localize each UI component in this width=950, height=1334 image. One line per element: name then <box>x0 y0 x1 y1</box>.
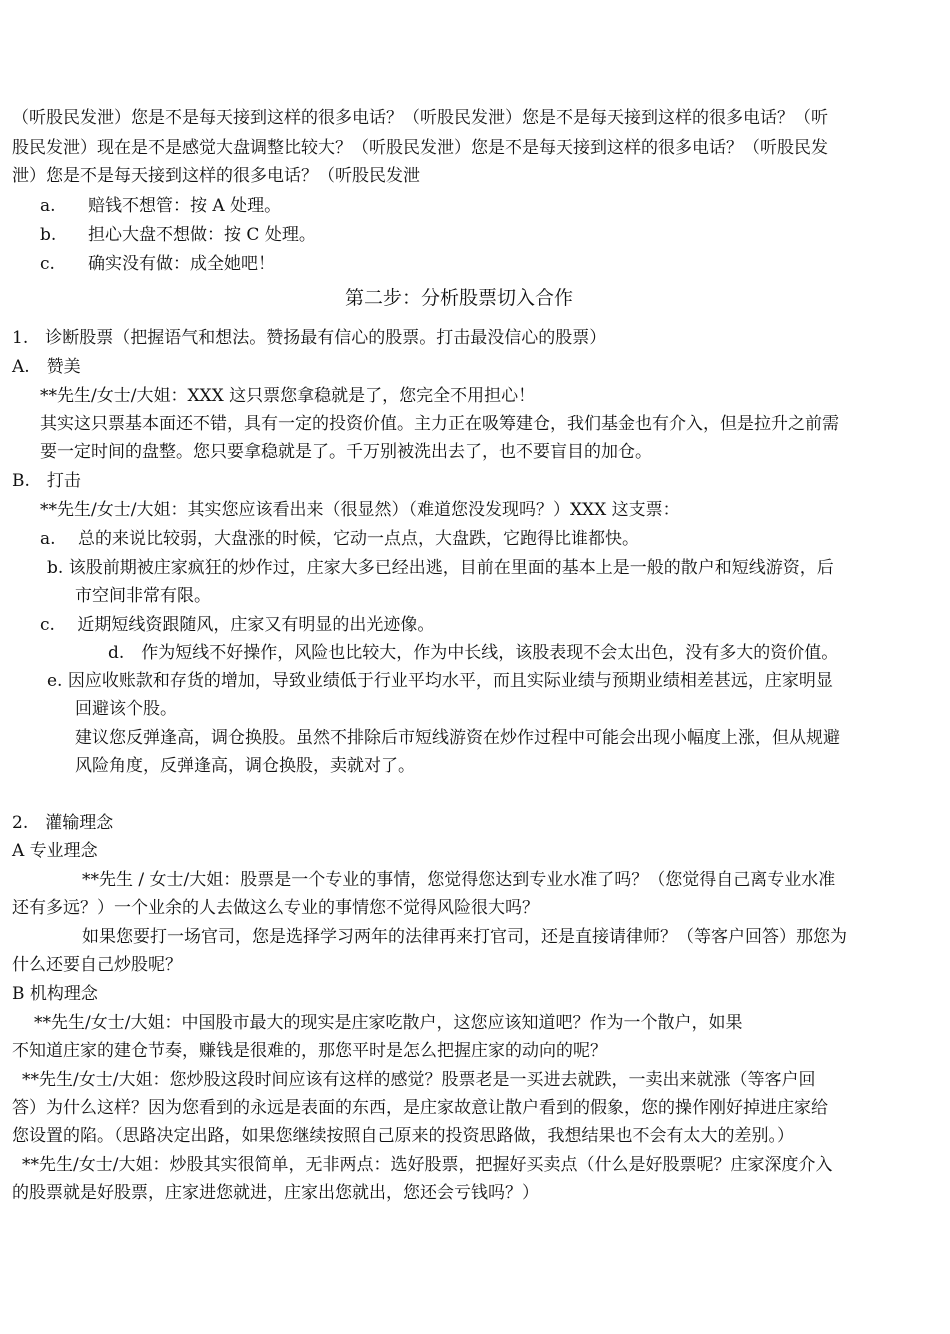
attack-point-b-line-2: 市空间非常有限。 <box>75 586 211 606</box>
intro-line-2: 股民发泄）现在是不是感觉大盘调整比较大？（听股民发泄）您是不是每天接到这样的很多电话？（听股民发 <box>12 138 828 158</box>
concept-heading: 2. 灌输理念 <box>12 813 114 833</box>
option-b-marker: b. <box>40 225 57 245</box>
pro-concept-p1-line-1: **先生 / 女士/大姐：股票是一个专业的事情，您觉得您达到专业水准了吗？（您觉得自己离专业水准 <box>82 870 836 890</box>
inst-concept-p2-line-1: **先生/女士/大姐：您炒股这段时间应该有这样的感觉？股票老是一买进去就跌，一卖出来就涨（等客户回 <box>22 1070 816 1090</box>
inst-concept-p3-line-1: **先生/女士/大姐：炒股其实很简单，无非两点：选好股票，把握好买卖点（什么是好股票呢？庄家深度介入 <box>22 1155 833 1175</box>
diagnose-heading: 1. 诊断股票（把握语气和想法。赞扬最有信心的股票。打击最没信心的股票） <box>12 328 607 348</box>
pro-concept-p2-line-1: 如果您要打一场官司，您是选择学习两年的法律再来打官司，还是直接请律师？（等客户回答）那您为 <box>82 927 847 947</box>
attack-point-a: a. 总的来说比较弱，大盘涨的时候，它动一点点，大盘跌，它跑得比谁都快。 <box>40 529 639 549</box>
inst-concept-p2-line-2: 答）为什么这样？因为您看到的永远是表面的东西，是庄家故意让散户看到的假象，您的操作刚好掉进庄家给 <box>12 1098 828 1118</box>
pro-concept-heading: A 专业理念 <box>12 841 98 861</box>
attack-heading: B. 打击 <box>12 471 81 491</box>
option-a-text: 赔钱不想管：按 A 处理。 <box>88 196 282 216</box>
inst-concept-p3-line-2: 的股票就是好股票，庄家进您就进，庄家出您就出，您还会亏钱吗？） <box>12 1183 539 1203</box>
intro-line-3: 泄）您是不是每天接到这样的很多电话？（听股民发泄 <box>12 166 420 186</box>
option-c-marker: c. <box>40 254 55 274</box>
pro-concept-p1-line-2: 还有多远？）一个业余的人去做这么专业的事情您不觉得风险很大吗？ <box>12 898 539 918</box>
step2-title: 第二步：分析股票切入合作 <box>345 287 574 309</box>
inst-concept-p1-line-1: **先生/女士/大姐：中国股市最大的现实是庄家吃散户，这您应该知道吧？作为一个散户，如果 <box>34 1013 743 1033</box>
praise-line-1: **先生/女士/大姐：XXX 这只票您拿稳就是了，您完全不用担心！ <box>40 386 536 406</box>
attack-advice-line-2: 风险角度，反弹逢高，调仓换股，卖就对了。 <box>75 756 415 776</box>
attack-point-b-line-1: b. 该股前期被庄家疯狂的炒作过，庄家大多已经出逃，目前在里面的基本上是一般的散户和短线游资，后 <box>47 558 834 578</box>
attack-intro: **先生/女士/大姐：其实您应该看出来（很显然）（难道您没发现吗？）XXX 这支票： <box>40 500 680 520</box>
option-a <box>40 195 281 217</box>
attack-point-d: d. 作为短线不好操作，风险也比较大，作为中长线，该股表现不会太出色，没有多大的资价值。 <box>108 643 839 663</box>
option-c <box>40 253 275 275</box>
inst-concept-p2-line-3: 您设置的陷。（思路决定出路，如果您继续按照自己原来的投资思路做，我想结果也不会有太大的差别。） <box>12 1126 794 1146</box>
option-b <box>40 224 316 246</box>
praise-heading: A. 赞美 <box>12 357 81 377</box>
pro-concept-p2-line-2: 什么还要自己炒股呢？ <box>12 955 182 975</box>
praise-line-3: 要一定时间的盘整。您只要拿稳就是了。千万别被洗出去了，也不要盲目的加仓。 <box>40 442 652 462</box>
attack-point-c: c. 近期短线资跟随风，庄家又有明显的出光迹像。 <box>40 615 435 635</box>
attack-point-e-line-1: e. 因应收账款和存货的增加，导致业绩低于行业平均水平，而且实际业绩与预期业绩相差甚远，庄家明显 <box>47 671 833 691</box>
option-b-text: 担心大盘不想做：按 C 处理。 <box>88 225 316 245</box>
attack-point-e-line-2: 回避该个股。 <box>75 699 177 719</box>
option-c-text: 确实没有做：成全她吧！ <box>88 254 275 274</box>
praise-line-2: 其实这只票基本面还不错，具有一定的投资价值。主力正在吸筹建仓，我们基金也有介入，但是拉升之前需 <box>40 414 839 434</box>
option-a-marker: a. <box>40 196 56 216</box>
inst-concept-p1-line-2: 不知道庄家的建仓节奏，赚钱是很难的，那您平时是怎么把握庄家的动向的呢？ <box>12 1041 607 1061</box>
inst-concept-heading: B 机构理念 <box>12 984 98 1004</box>
attack-advice-line-1: 建议您反弹逢高，调仓换股。虽然不排除后市短线游资在炒作过程中可能会出现小幅度上涨，但从规避 <box>75 728 840 748</box>
intro-line-1: （听股民发泄）您是不是每天接到这样的很多电话？（听股民发泄）您是不是每天接到这样的很多电话？（听 <box>12 108 828 128</box>
